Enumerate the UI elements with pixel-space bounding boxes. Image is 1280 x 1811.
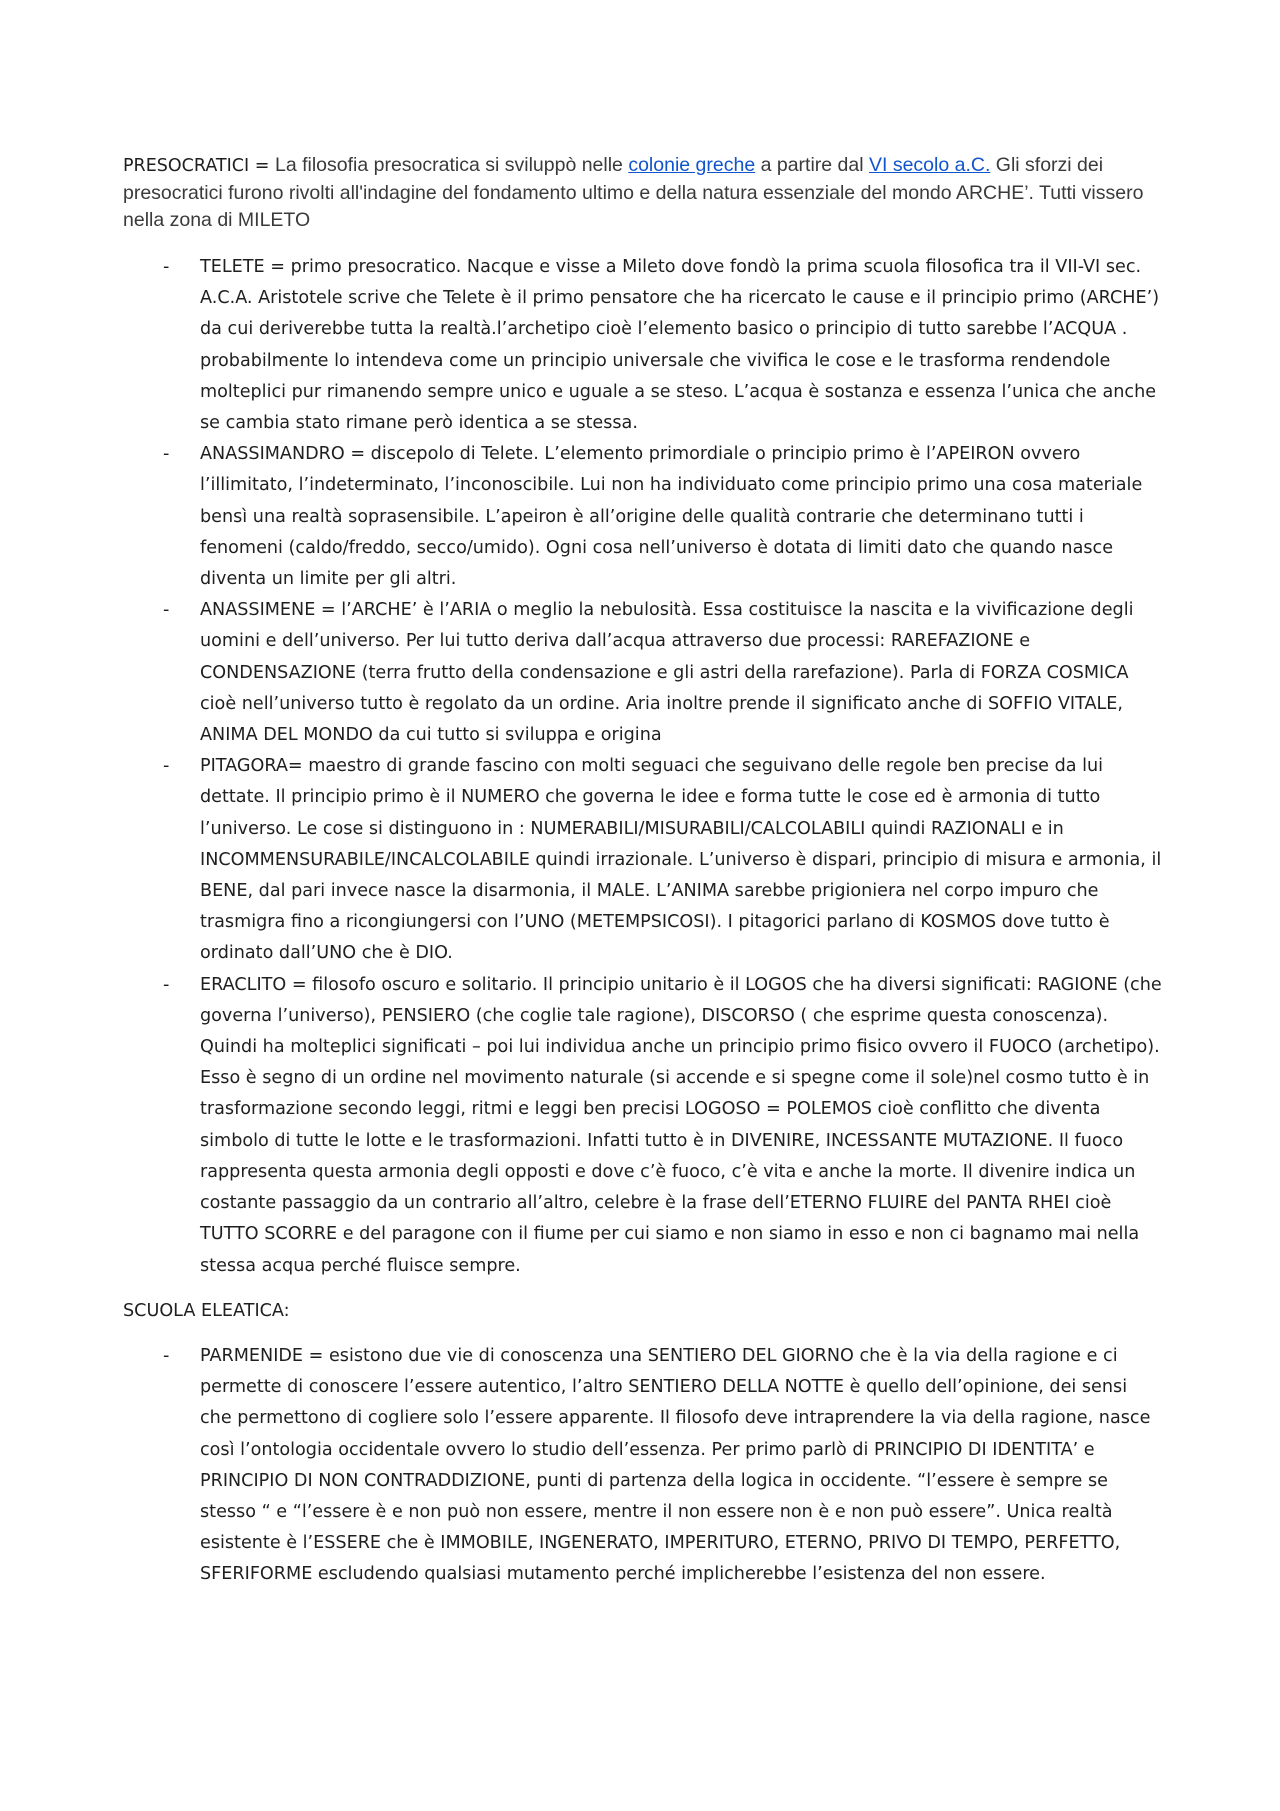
list-item-text: PITAGORA= maestro di grande fascino con molti seguaci che seguivano delle regole ben precise da lui dettate. Il principio primo è il NUMERO che governa le idee e forma tutte le cose ed è armonia di tutto l’universo. Le cose si distinguono in : NUMERABILI/MISURABILI/CALCOLABILI quindi RAZIONALI e in INCOMMENSURABILE/INCALCOLABILE quindi irrazionale. L’universo è dispari, principio di misura e armonia, il BENE, dal pari invece nasce la disarmonia, il MALE. L’ANIMA sarebbe prigioniera nel corpo impuro che trasmigra fino a ricongiungersi con l’UNO (METEMPSICOSI). I pitagorici parlano di KOSMOS dove tutto è ordinato dall’UNO che è DIO. xyxy=(200,756,1162,964)
list-item-pitagora xyxy=(123,751,1163,969)
list-item-eraclito xyxy=(123,970,1163,1282)
list-item-anassimene xyxy=(123,595,1163,751)
intro-text-1: La filosofia presocratica si sviluppò nelle xyxy=(274,154,629,176)
list-item-text: ERACLITO = filosofo oscuro e solitario. Il principio unitario è il LOGOS che ha diversi significati: RAGIONE (che governa l’universo), PENSIERO (che coglie tale ragione), DISCORSO ( che esprime questa conoscenza). Quindi ha molteplici significati – poi lui individua anche un principio primo fisico ovvero il FUOCO (archetipo). Esso è segno di un ordine nel movimento naturale (si accende e si spegne come il sole)nel cosmo tutto è in trasformazione secondo leggi, ritmi e leggi ben precisi LOGOSO = POLEMOS cioè conflitto che diventa simbolo di tutte le lotte e le trasformazioni. Infatti tutto è in DIVENIRE, INCESSANTE MUTAZIONE. Il fuoco rappresenta questa armonia degli opposti e dove c’è fuoco, c’è vita e anche la morte. Il divenire indica un costante passaggio da un contrario all’altro, celebre è la frase dell’ETERNO FLUIRE del PANTA RHEI cioè TUTTO SCORRE e del paragone con il fiume per cui siamo e non siamo in esso e non ci bagnamo mai nella stessa acqua perché fluisce sempre. xyxy=(200,974,1162,1276)
list-dash: - xyxy=(163,257,170,277)
document-body xyxy=(123,152,1163,1591)
list-dash: - xyxy=(163,444,170,465)
eleatica-list xyxy=(123,1341,1163,1591)
intro-text-3: Gli sforzi dei presocratici furono rivolti all'indagine del fondamento ultimo e della natura essenziale del mondo ARCHE’. Tutti vissero nella zona di MILETO xyxy=(123,154,1144,231)
list-dash: - xyxy=(163,600,170,621)
intro-text-2: a partire dal xyxy=(755,154,869,176)
list-item-text: ANASSIMANDRO = discepolo di Telete. L’elemento primordiale o principio primo è l’APEIRON ovvero l’illimitato, l’indeterminato, l’inconoscibile. Lui non ha individuato come principio primo una cosa materiale bensì una realtà soprasensibile. L’apeiron è all’origine delle qualità contrarie che determinano tutti i fenomeni (caldo/freddo, secco/umido). Ogni cosa nell’universo è dotata di limiti dato che quando nasce diventa un limite per gli altri. xyxy=(200,444,1143,590)
intro-lead: PRESOCRATICI = xyxy=(123,156,275,176)
intro-paragraph xyxy=(123,152,1163,234)
list-item-anassimandro xyxy=(123,439,1163,595)
presocratici-list xyxy=(123,252,1163,1282)
list-item-text: PARMENIDE = esistono due vie di conoscenza una SENTIERO DEL GIORNO che è la via della ragione e ci permette di conoscere l’essere autentico, l’altro SENTIERO DELLA NOTTE è quello dell’opinione, dei sensi che permettono di cogliere solo l’essere apparente. Il filosofo deve intraprendere la via della ragione, nasce così l’ontologia occidentale ovvero lo studio dell’essenza. Per primo parlò di PRINCIPIO DI IDENTITA’ e PRINCIPIO DI NON CONTRADDIZIONE, punti di partenza della logica in occidente. “l’essere è sempre se stesso “ e “l’essere è e non può non essere, mentre il non essere non è e non può essere”. Unica realtà esistente è l’ESSERE che è IMMOBILE, INGENERATO, IMPERITURO, ETERNO, PRIVO DI TEMPO, PERFETTO, SFERIFORME escludendo qualsiasi mutamento perché implicherebbe l’esistenza del non essere. xyxy=(200,1345,1151,1585)
list-dash: - xyxy=(163,974,170,995)
list-item-parmenide xyxy=(123,1341,1163,1591)
list-item-text: ANASSIMENE = l’ARCHE’ è l’ARIA o meglio la nebulosità. Essa costituisce la nascita e la vivificazione degli uomini e dell’universo. Per lui tutto deriva dall’acqua attraverso due processi: RAREFAZIONE e CONDENSAZIONE (terra frutto della condensazione e gli astri della rarefazione). Parla di FORZA COSMICA cioè nell’universo tutto è regolato da un ordine. Aria inoltre prende il significato anche di SOFFIO VITALE, ANIMA DEL MONDO da cui tutto si sviluppa e origina xyxy=(200,600,1134,746)
list-item-telete xyxy=(123,252,1163,439)
link-colonie-greche[interactable]: colonie greche xyxy=(628,154,756,176)
list-item-text: TELETE = primo presocratico. Nacque e visse a Mileto dove fondò la prima scuola filosofica tra il VII-VI sec. A.C.A. Aristotele scrive che Telete è il primo pensatore che ha ricercato le cause e il principio primo (ARCHE’) da cui deriverebbe tutta la realtà.l’archetipo cioè l’elemento basico o principio di tutto sarebbe l’ACQUA . probabilmente lo intendeva come un principio universale che vivifica le cose e le trasforma rendendole molteplici pur rimanendo sempre unico e uguale a se steso. L’acqua è sostanza e essenza l’unica che anche se cambia stato rimane però identica a se stessa. xyxy=(200,257,1160,434)
list-dash: - xyxy=(163,756,170,777)
list-dash: - xyxy=(163,1345,170,1366)
section-heading-eleatica: SCUOLA ELEATICA: xyxy=(123,1300,290,1321)
link-vi-secolo[interactable]: VI secolo a.C. xyxy=(868,154,991,176)
